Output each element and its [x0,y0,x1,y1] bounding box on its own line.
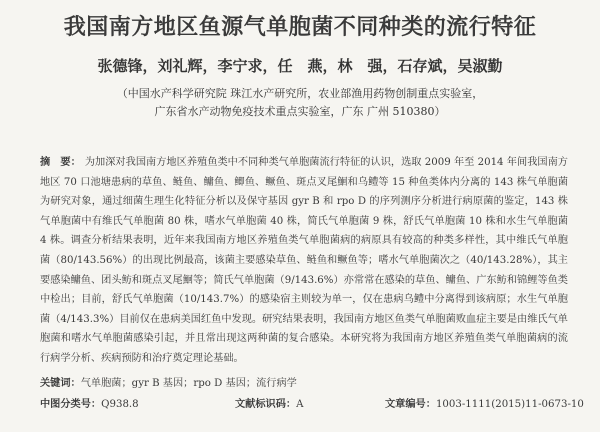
article-number [385,395,584,410]
clc-value: Q938.8 [101,399,139,410]
affiliation-line-1: （中国水产科学研究院 珠江水产研究所，农业部渔用药物创制重点实验室， [116,87,484,100]
affiliation-line-2: 广东省水产动物免疫技术重点实验室，广东 广州 510380） [154,105,446,118]
author-list: 张德锋，刘礼辉，李宁求，任 燕，林 强，石存斌，吴淑勤 [97,57,503,75]
abstract [40,153,568,369]
abstract-text: 为加深对我国南方地区养殖鱼类中不同种类气单胞菌流行特征的认识，选取 2009 年至 2014 年间我国南方地区 70 口池塘患病的草鱼、鲢鱼、鳙鱼、鲫鱼、鳜鱼、斑点叉尾鮰和乌鳢等 15 种鱼类体内分离的 143 株气单胞菌为研究对象，通过细菌生理生化特征分析以及保守基因 gyr B 和 rpo D 的序列测序分析进行病原菌的鉴定，143 株气单胞菌中有维氏气单胞菌 80 株，嗜水气单胞菌 40 株，简氏气单胞菌 9 株，舒氏气单胞菌 10 株和水生气单胞菌 4 株。调查分析结果表明，近年来我国南方地区养殖鱼类气单胞菌病的病原具有较高的种类多样性，其中维氏气单胞菌（80/143.56%）的出现比例最高，该菌主要感染草鱼、鲢鱼和鳜鱼等；嗜水气单胞菌次之（40/143.28%），其主要感染鳙鱼、团头鲂和斑点叉尾鮰等；简氏气单胞菌（9/143.6%）亦常常在感染的草鱼、鳙鱼、广东鲂和锦鲤等鱼类中检出；目前，舒氏气单胞菌（10/143.7%）的感染宿主则较为单一，仅在患病乌鳢中分离得到该病原；水生气单胞菌（4/143.3%）目前仅在患病美国红鱼中发现。研究结果表明，我国南方地区鱼类气单胞菌败血症主要是由维氏气单胞菌和嗜水气单胞菌感染引起，并且常出现这两种菌的复合感染。本研究将为我国南方地区养殖鱼类气单胞菌病的流行病学分析、疾病预防和治疗奠定理论基础。 [40,157,568,364]
keywords-text: 气单胞菌；gyr B 基因；rpo D 基因；流行病学 [80,378,297,389]
abstract-label: 摘 要： [40,157,81,168]
keywords [40,374,568,389]
article-number-label: 文章编号： [385,399,436,410]
classification-line [40,395,584,413]
document-code-value: A [296,399,304,410]
document-code [235,395,303,410]
keywords-label: 关键词： [40,378,81,389]
paper-title: 我国南方地区鱼源气单胞菌不同种类的流行特征 [63,15,537,40]
clc-label: 中图分类号： [40,399,102,410]
clc-number [40,395,139,410]
article-number-value: 1003-1111(2015)11-0673-10 [435,399,584,410]
document-code-label: 文献标识码： [235,399,297,410]
